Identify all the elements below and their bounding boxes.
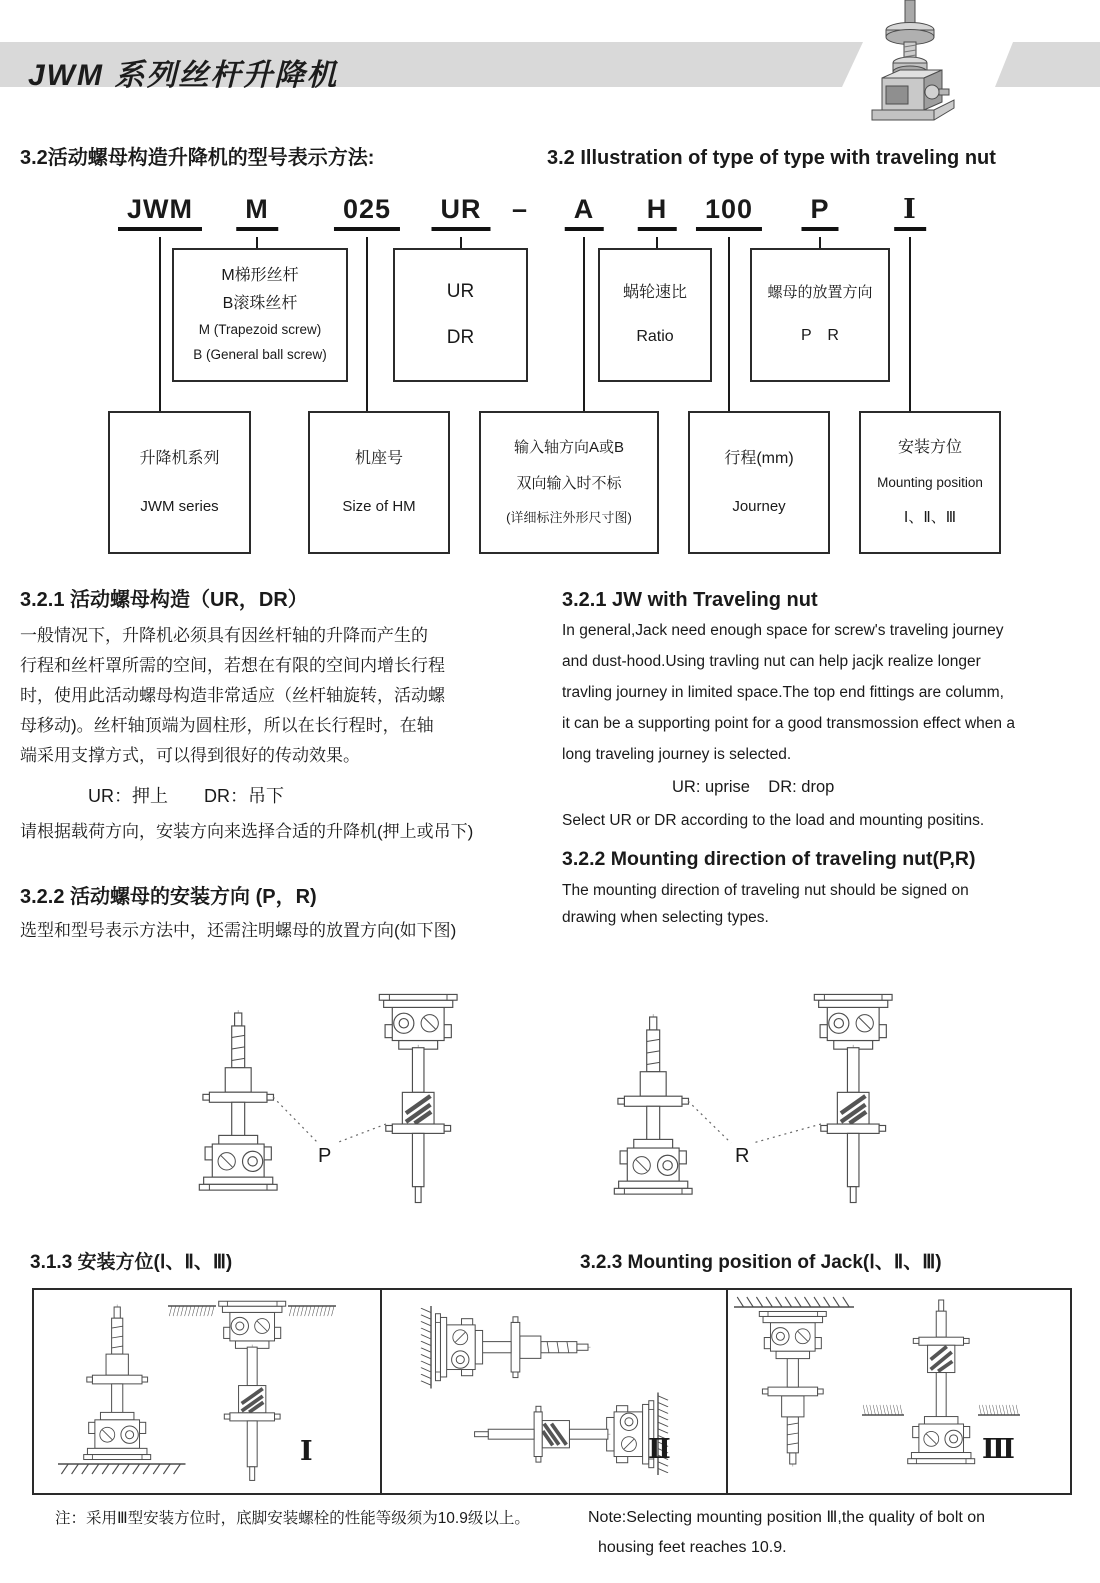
paragraph-line: 行程和丝杆罩所需的空间，若想在有限的空间内增长行程 bbox=[20, 656, 445, 675]
model-box-screw-type bbox=[172, 248, 348, 382]
box-line: DR bbox=[446, 326, 475, 348]
ur-dr-legend-zh: UR：押上 DR：吊下 bbox=[88, 786, 284, 806]
section-321-heading-zh: 3.2.1 活动螺母构造（UR，DR） bbox=[20, 589, 308, 611]
connector-line bbox=[256, 237, 258, 248]
box-line: 双向输入时不标 bbox=[516, 475, 622, 493]
connector-line bbox=[366, 237, 368, 411]
box-line: Ⅰ、Ⅱ、Ⅲ bbox=[903, 508, 957, 526]
box-line: 安装方位 bbox=[897, 438, 962, 456]
model-code-token-dash: – bbox=[511, 194, 529, 224]
product-jack-image bbox=[872, 0, 954, 120]
paragraph-line: 母移动)。丝杆轴顶端为圆柱形，所以在长行程时，在轴 bbox=[20, 716, 434, 735]
box-line: Size of HM bbox=[342, 497, 416, 515]
section-322-heading-zh: 3.2.2 活动螺母的安装方向 (P，R) bbox=[20, 886, 317, 908]
section-313-heading-zh: 3.1.3 安装方位(Ⅰ、Ⅱ、Ⅲ) bbox=[30, 1252, 233, 1273]
mounting-cell-1-drawings bbox=[40, 1295, 370, 1487]
connector-line bbox=[159, 237, 161, 411]
box-line: Journey bbox=[732, 497, 786, 515]
model-code-token-h: H bbox=[638, 196, 677, 231]
model-code-token-p: P bbox=[801, 196, 838, 231]
box-line: JWM series bbox=[140, 497, 219, 515]
table-divider bbox=[726, 1290, 728, 1493]
box-line: 机座号 bbox=[354, 450, 403, 468]
connector-line bbox=[728, 237, 730, 411]
table-divider bbox=[380, 1290, 382, 1493]
select-note-en: Select UR or DR according to the load and mounting positins. bbox=[562, 812, 985, 829]
model-box-series bbox=[108, 411, 251, 554]
model-code-token-jwm: JWM bbox=[118, 196, 202, 231]
bottom-note-zh: 注：采用Ⅲ型安装方位时，底脚安装螺栓的性能等级须为10.9级以上。 bbox=[55, 1510, 530, 1527]
page-title: JWM 系列丝杆升降机 bbox=[28, 59, 339, 92]
position-label-2: Ⅱ bbox=[648, 1434, 671, 1465]
box-line: 行程(mm) bbox=[724, 450, 794, 468]
model-code-token-ur: UR bbox=[432, 196, 491, 231]
paragraph-line: drawing when selecting types. bbox=[562, 909, 769, 926]
section-322-body-zh: 选型和型号表示方法中，还需注明螺母的放置方向(如下图) bbox=[20, 921, 457, 940]
paragraph-line: 时，使用此活动螺母构造非常适应（丝杆轴旋转，活动螺 bbox=[20, 686, 445, 705]
section-32-heading-en: 3.2 Illustration of type of type with traveling nut bbox=[547, 147, 996, 169]
model-code-token-i: I bbox=[894, 196, 926, 231]
paragraph-line: long traveling journey is selected. bbox=[562, 746, 792, 763]
banner-band-right bbox=[995, 42, 1100, 87]
box-line: 蜗轮速比 bbox=[622, 283, 687, 301]
connector-line bbox=[656, 237, 658, 248]
bottom-note-en-line2: housing feet reaches 10.9. bbox=[598, 1539, 787, 1556]
jack-drawing-traveling-nut-inverted bbox=[814, 994, 892, 1202]
model-box-ur-dr bbox=[393, 248, 528, 382]
position-label-3: Ⅲ bbox=[982, 1434, 1015, 1465]
section-322-heading-en: 3.2.2 Mounting direction of traveling nut(P,R) bbox=[562, 848, 976, 870]
section-321-heading-en: 3.2.1 JW with Traveling nut bbox=[562, 589, 818, 611]
box-line: 升降机系列 bbox=[139, 450, 220, 468]
connector-line bbox=[583, 237, 585, 411]
box-line: UR bbox=[446, 281, 475, 303]
ur-dr-legend-en: UR: uprise DR: drop bbox=[672, 778, 835, 796]
paragraph-line: 端采用支撑方式，可以得到很好的传动效果。 bbox=[20, 746, 360, 765]
paragraph-line: and dust-hood.Using travling nut can help jacjk realize longer bbox=[562, 653, 981, 670]
connector-line bbox=[909, 237, 911, 411]
bottom-note-en-line1: Note:Selecting mounting position Ⅲ,the quality of bolt on bbox=[588, 1509, 986, 1526]
jack-diagram-p-group bbox=[150, 985, 510, 1230]
section-32-heading-zh: 3.2活动螺母构造升降机的型号表示方法: bbox=[20, 147, 375, 169]
position-label-1: Ⅰ bbox=[300, 1436, 313, 1467]
model-code-token-a: A bbox=[565, 196, 604, 231]
section-323-heading-en: 3.2.3 Mounting position of Jack(Ⅰ、Ⅱ、Ⅲ) bbox=[580, 1252, 942, 1273]
model-code-token-025: 025 bbox=[334, 196, 400, 231]
diagram-label-r: R bbox=[735, 1145, 750, 1167]
paragraph-line: The mounting direction of traveling nut should be signed on bbox=[562, 882, 969, 899]
connector-line bbox=[460, 237, 462, 248]
box-line: (详细标注外形尺寸图) bbox=[506, 509, 632, 525]
box-line: P R bbox=[801, 327, 839, 345]
paragraph-line: In general,Jack need enough space for screw's traveling journey bbox=[562, 622, 1004, 639]
model-box-journey bbox=[688, 411, 830, 554]
model-box-ratio bbox=[598, 248, 712, 382]
jack-diagram-r-group bbox=[565, 985, 925, 1230]
load-direction-note-zh: 请根据载荷方向，安装方向来选择合适的升降机(押上或吊下) bbox=[20, 822, 474, 841]
model-code-token-m: M bbox=[236, 196, 278, 231]
box-line: Ratio bbox=[636, 327, 674, 345]
box-line: Mounting position bbox=[877, 475, 983, 491]
model-box-size bbox=[308, 411, 450, 554]
paragraph-line: travling journey in limited space.The top end fittings are columm, bbox=[562, 684, 1004, 701]
model-box-nut-direction bbox=[750, 248, 890, 382]
paragraph-line: 一般情况下，升降机必须具有因丝杆轴的升降而产生的 bbox=[20, 626, 428, 645]
mounting-cell-3-drawings bbox=[734, 1292, 1080, 1492]
connector-line bbox=[819, 237, 821, 248]
box-line: B滚珠丝杆 bbox=[222, 294, 298, 312]
jack-drawing-upright bbox=[614, 1014, 692, 1194]
box-line: 螺母的放置方向 bbox=[767, 284, 873, 302]
jack-drawing-upright bbox=[199, 1010, 277, 1190]
model-code-token-100: 100 bbox=[696, 196, 762, 231]
diagram-label-p: P bbox=[318, 1145, 332, 1167]
model-box-mounting-position bbox=[859, 411, 1001, 554]
jack-drawing-traveling-nut-inverted bbox=[379, 994, 457, 1202]
box-line: M (Trapezoid screw) bbox=[198, 322, 322, 338]
box-line: B (General ball screw) bbox=[193, 347, 327, 363]
box-line: M梯形丝杆 bbox=[221, 267, 299, 285]
model-box-input-shaft bbox=[479, 411, 659, 554]
paragraph-line: it can be a supporting point for a good transmossion effect when a bbox=[562, 715, 1015, 732]
box-line: 输入轴方向A或B bbox=[513, 439, 624, 457]
